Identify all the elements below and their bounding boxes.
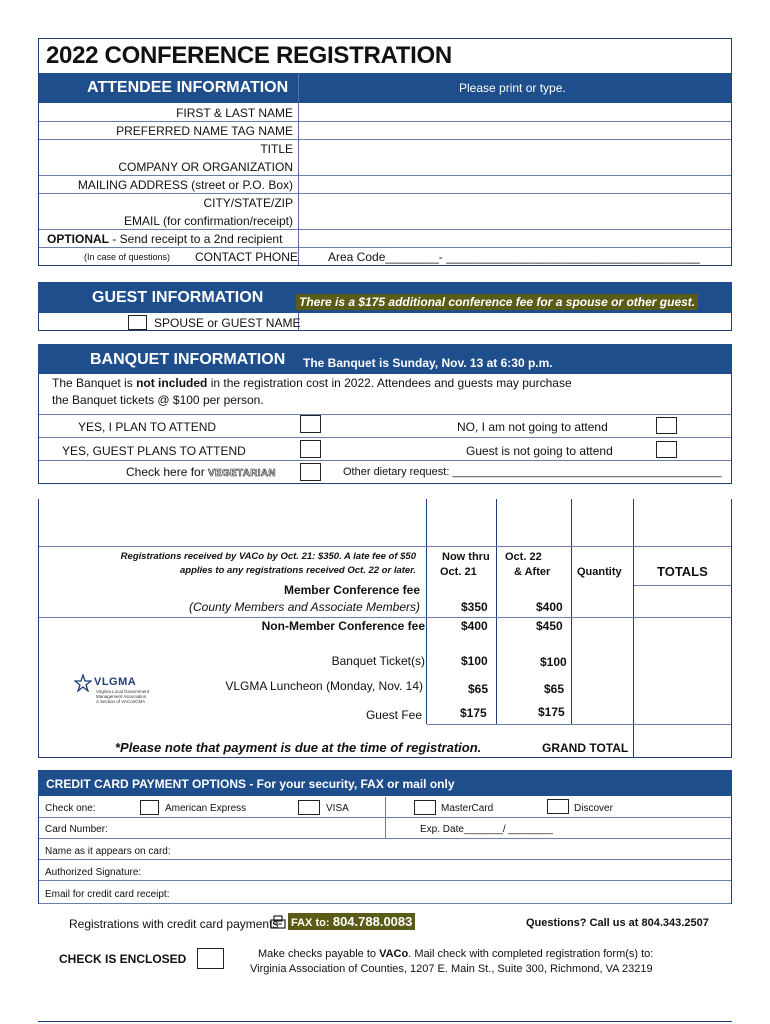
fees-bottom-line	[427, 724, 731, 725]
field-title: TITLE	[260, 142, 293, 156]
banquet-header-bar	[38, 344, 732, 374]
field-company: COMPANY OR ORGANIZATION	[118, 160, 293, 174]
optional-text: - Send receipt to a 2nd recipient	[109, 232, 283, 246]
row-line	[39, 229, 731, 230]
member-quantity-input[interactable]	[572, 586, 633, 617]
col-totals: TOTALS	[657, 564, 708, 579]
input-mailing-address[interactable]	[300, 176, 730, 192]
member-fee-label: Member Conference fee	[283, 583, 420, 597]
card-number-label: Card Number:	[45, 824, 108, 835]
border-right	[731, 38, 732, 266]
row-line	[39, 247, 731, 248]
name-on-card-input[interactable]	[178, 840, 728, 858]
banquet-after-price: $100	[540, 655, 567, 669]
banquet-desc-pre: The Banquet is	[52, 376, 137, 390]
border-top	[38, 38, 732, 39]
attendee-header: ATTENDEE INFORMATION	[87, 79, 289, 96]
vlgma-sub-3: A Section of VACo/ICMA	[96, 699, 146, 704]
credit-border-right	[731, 796, 732, 904]
guest-header: GUEST INFORMATION	[92, 289, 264, 306]
row-line	[39, 437, 731, 438]
fees-col-4	[633, 499, 634, 758]
discover-label: Discover	[574, 803, 613, 814]
spouse-guest-checkbox[interactable]	[128, 315, 147, 330]
fees-border-left	[38, 499, 39, 758]
signature-label: Authorized Signature:	[45, 867, 142, 878]
credit-border-left	[38, 796, 39, 904]
print-note: Please print or type.	[459, 81, 566, 95]
fees-border-right	[731, 499, 732, 758]
guest-after-price: $175	[538, 705, 565, 719]
guest-border-right	[731, 313, 732, 331]
luncheon-after-price: $65	[544, 682, 565, 696]
luncheon-now-price: $65	[468, 682, 489, 696]
vlgma-sub-2: Management Association	[96, 694, 147, 699]
discover-checkbox[interactable]	[547, 799, 569, 814]
amex-checkbox[interactable]	[140, 800, 159, 815]
signature-input[interactable]	[150, 861, 728, 879]
vegetarian-label	[126, 465, 276, 479]
member-now-price: $350	[461, 600, 488, 614]
payable-pre: Make checks payable to	[258, 948, 380, 960]
yes-guest-checkbox[interactable]	[300, 440, 321, 458]
input-title-company[interactable]	[300, 140, 730, 174]
guest-border-bottom	[38, 330, 732, 331]
visa-checkbox[interactable]	[298, 800, 320, 815]
banquet-border-left	[38, 374, 39, 484]
luncheon-total-input[interactable]	[635, 675, 730, 699]
banquet-quantity-input[interactable]	[572, 650, 633, 672]
late-note-2: applies to any registrations received Oct. 22 or later.	[179, 565, 416, 576]
row-line	[39, 859, 731, 860]
vlgma-subtext	[96, 689, 149, 704]
page-bottom-rule	[38, 1021, 732, 1022]
member-total-input[interactable]	[635, 586, 730, 617]
attendee-col-divider	[298, 73, 299, 266]
check-enclosed-checkbox[interactable]	[197, 948, 224, 969]
col-oct-1: Oct. 22	[505, 551, 542, 563]
email-receipt-input[interactable]	[180, 883, 728, 901]
yes-guest-label: YES, GUEST PLANS TO ATTEND	[62, 444, 246, 458]
banquet-total-input[interactable]	[635, 650, 730, 672]
in-case-note: (In case of questions)	[84, 252, 171, 262]
vlgma-sub-1: Virginia Local Government	[96, 689, 149, 694]
banquet-border-bottom	[38, 483, 732, 484]
member-after-price: $400	[536, 600, 563, 614]
nonmember-now-price: $400	[461, 619, 488, 633]
col-now-2: Oct. 21	[440, 566, 477, 578]
amex-label: American Express	[165, 803, 247, 814]
luncheon-label: VLGMA Luncheon (Monday, Nov. 14)	[225, 679, 423, 693]
row-line	[39, 903, 731, 904]
col-quantity: Quantity	[577, 566, 622, 578]
vlgma-text: VLGMA	[94, 676, 137, 688]
field-contact-phone: CONTACT PHONE	[195, 250, 298, 264]
border-bottom	[38, 265, 732, 266]
payable-note	[258, 948, 653, 960]
nonmember-total-input[interactable]	[635, 618, 730, 648]
guest-now-price: $175	[460, 706, 487, 720]
vegetarian-word: VEGETARIAN	[208, 468, 276, 479]
vegetarian-pre: Check here for	[126, 465, 209, 479]
banquet-date: The Banquet is Sunday, Nov. 13 at 6:30 p.m.	[303, 356, 553, 370]
luncheon-quantity-input[interactable]	[572, 675, 633, 699]
yes-plan-label: YES, I PLAN TO ATTEND	[78, 420, 217, 434]
nonmember-fee-label: Non-Member Conference fee	[261, 619, 425, 633]
vlgma-logo	[74, 672, 164, 712]
grand-total-label: GRAND TOTAL	[542, 741, 629, 755]
cc-fax-note: Registrations with credit card payments	[69, 917, 279, 931]
yes-plan-checkbox[interactable]	[300, 415, 321, 433]
banquet-desc-post: in the registration cost in 2022. Attendees and guests may purchase	[207, 376, 572, 390]
banquet-header: BANQUET INFORMATION	[90, 351, 286, 368]
fax-icon	[270, 915, 286, 929]
fees-header-line	[39, 546, 731, 547]
field-first-last-name: FIRST & LAST NAME	[176, 106, 293, 120]
mailing-address: Virginia Association of Counties, 1207 E. Main St., Suite 300, Richmond, VA 23219	[250, 963, 653, 975]
fax-label: FAX to:	[291, 917, 330, 929]
guest-quantity-input[interactable]	[572, 701, 633, 723]
row-line	[39, 193, 731, 194]
check-one-label: Check one:	[45, 803, 96, 814]
guest-not-checkbox[interactable]	[656, 441, 677, 458]
mastercard-checkbox[interactable]	[414, 800, 436, 815]
col-now-1: Now thru	[442, 551, 490, 563]
input-preferred-name[interactable]	[300, 122, 730, 138]
row-line	[39, 460, 731, 461]
star-icon	[74, 674, 92, 692]
field-preferred-name: PREFERRED NAME TAG NAME	[116, 124, 293, 138]
banquet-ticket-label: Banquet Ticket(s)	[331, 654, 425, 668]
questions-phone: Questions? Call us at 804.343.2507	[526, 917, 709, 929]
input-city-email[interactable]	[300, 194, 730, 228]
fax-highlight	[288, 913, 415, 930]
fees-border-bottom	[38, 757, 732, 758]
input-first-last-name[interactable]	[300, 104, 730, 120]
fax-number: 804.788.0083	[332, 914, 413, 929]
no-attend-label: NO, I am not going to attend	[457, 420, 608, 434]
check-enclosed-label: CHECK IS ENCLOSED	[59, 952, 187, 966]
vegetarian-checkbox[interactable]	[300, 463, 321, 481]
credit-header-bar	[38, 770, 732, 796]
grand-total-input[interactable]	[635, 726, 730, 756]
row-line	[39, 817, 731, 818]
spouse-guest-label: SPOUSE or GUEST NAME	[154, 316, 301, 330]
row-line	[39, 414, 731, 415]
area-code-line: Area Code________- ______________________________________	[328, 250, 700, 264]
guest-border-left	[38, 313, 39, 331]
spouse-guest-input[interactable]	[300, 314, 730, 330]
input-optional-recipient[interactable]	[300, 230, 730, 246]
mastercard-label: MasterCard	[441, 803, 494, 814]
nonmember-after-price: $450	[536, 619, 563, 633]
name-on-card-label: Name as it appears on card:	[45, 846, 171, 857]
late-note-1: Registrations received by VACo by Oct. 21: $350. A late fee of $50	[120, 551, 416, 562]
banquet-border-right	[731, 374, 732, 484]
field-mailing-address: MAILING ADDRESS (street or P.O. Box)	[77, 178, 293, 192]
banquet-desc-2: the Banquet tickets @ $100 per person.	[52, 393, 264, 407]
payable-bold: VACo	[379, 948, 409, 960]
guest-total-input[interactable]	[635, 701, 730, 723]
nonmember-quantity-input[interactable]	[572, 618, 633, 648]
dietary-request-input[interactable]	[460, 464, 725, 480]
payment-due-note: *Please note that payment is due at the time of registration.	[115, 740, 482, 755]
row-line	[39, 880, 731, 881]
banquet-desc-1	[52, 376, 572, 390]
row-line	[39, 838, 731, 839]
col-oct-2: & After	[514, 566, 551, 578]
guest-not-label: Guest is not going to attend	[466, 444, 613, 458]
row-line	[39, 121, 731, 122]
input-contact-phone[interactable]	[300, 248, 730, 265]
page-title: 2022 CONFERENCE REGISTRATION	[46, 42, 452, 69]
no-attend-checkbox[interactable]	[656, 417, 677, 434]
dietary-request-label: Other dietary request: ____________________________________________	[343, 466, 722, 478]
field-email: EMAIL (for confirmation/receipt)	[124, 214, 293, 228]
fees-col-2	[496, 499, 497, 724]
guest-fee-label: Guest Fee	[365, 708, 422, 722]
exp-date-label: Exp. Date_______/ ________	[420, 824, 553, 835]
guest-header-bar	[38, 282, 732, 313]
banquet-now-price: $100	[461, 654, 488, 668]
payable-post: . Mail check with completed registration form(s) to:	[408, 948, 654, 960]
banquet-desc-bold: not included	[136, 376, 208, 390]
email-receipt-label: Email for credit card receipt:	[45, 889, 170, 900]
row-line	[39, 175, 731, 176]
field-city-state-zip: CITY/STATE/ZIP	[203, 196, 293, 210]
fees-col-1	[426, 499, 427, 724]
field-optional-recipient	[47, 232, 282, 246]
row-line	[39, 139, 731, 140]
guest-fee-note: There is a $175 additional conference fee for a spouse or other guest.	[296, 294, 698, 310]
visa-label: VISA	[326, 803, 349, 814]
attendee-header-bar	[39, 73, 731, 103]
card-number-input[interactable]	[112, 819, 382, 837]
credit-header: CREDIT CARD PAYMENT OPTIONS - For your security, FAX or mail only	[46, 777, 455, 791]
optional-label: OPTIONAL	[47, 232, 109, 246]
member-fee-sub: (County Members and Associate Members)	[189, 600, 420, 614]
